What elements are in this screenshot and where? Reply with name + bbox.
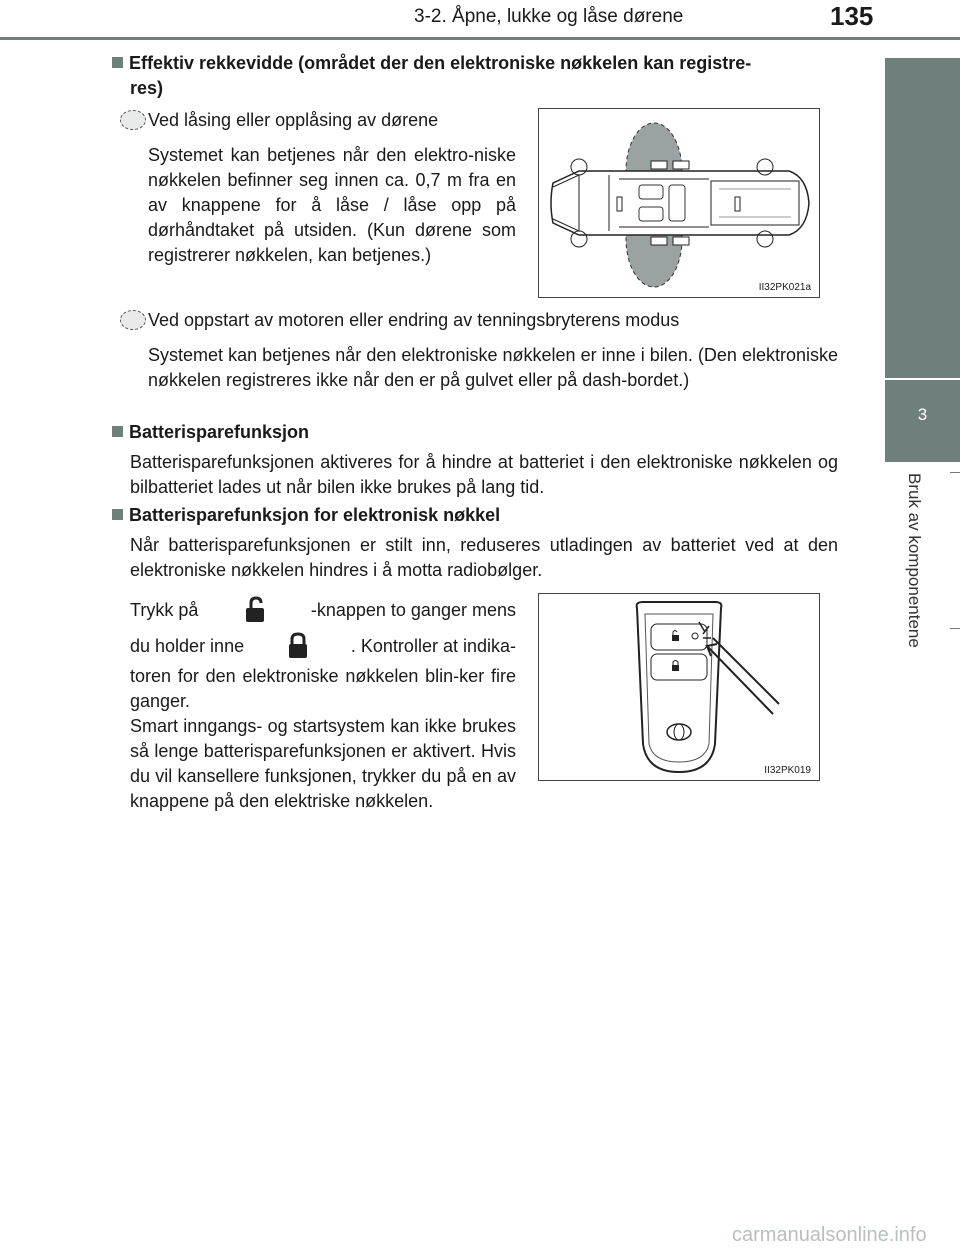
car-range-figure: [538, 108, 820, 298]
key-fob-icon: [539, 594, 819, 780]
side-tick: [950, 472, 960, 473]
chapter-title: Bruk av komponentene: [905, 473, 924, 648]
bullet-square-icon: [112, 509, 123, 520]
side-tab: [885, 58, 960, 378]
page-number: 135: [830, 1, 874, 31]
figure-label: II32PK021a: [758, 282, 811, 293]
side-tick: [950, 628, 960, 629]
figure-label: II32PK019: [764, 765, 811, 776]
engine-start-text: Systemet kan betjenes når den elektroniske nøkkelen er inne i bilen. (Den elektroniske nøkkelen registreres ikke når den er på gulvet eller på dash-bordet.): [148, 345, 838, 390]
car-top-view-icon: [539, 109, 819, 297]
watermark: carmanualsonline.info: [732, 1224, 927, 1246]
key-battery-instructions: Trykk på -knappen to ganger mens du holder inne . Kontroller at indika- toren for den elektroniske nøkkelen blin-ker fire ganger. Smart inngangs- og startsystem kan ikke brukes så lenge batterisparefunksjonen er aktivert. Hvis du vil kansellere funksjonen, trykker du på en av knappene på den elektriske nøkkelen.: [130, 592, 516, 814]
engine-start-subheading: Ved oppstart av motoren eller endring av tenningsbryterens modus: [148, 310, 680, 330]
key-battery-heading: Batterisparefunksjon for elektronisk nøkkel: [112, 503, 500, 528]
step-marker-icon: [120, 310, 146, 330]
unlock-icon: [242, 595, 268, 625]
range-heading: Effektiv rekkevidde (området der den elektroniske nøkkelen kan registre- res): [112, 51, 847, 101]
battery-saving-heading: Batterisparefunksjon: [112, 420, 309, 445]
locking-text: Systemet kan betjenes når den elektro-niske nøkkelen befinner seg innen ca. 0,7 m fra en av knappene for å låse / låse opp på dørhåndtaket på utsiden. (Kun dørene som registrerer nøkkelen, kan betjenes.): [148, 145, 516, 265]
key-fob-figure: [538, 593, 820, 781]
battery-saving-text: Batterisparefunksjonen aktiveres for å hindre at batteriet i den elektroniske nøkkelen og bilbatteriet lades ut når bilen ikke brukes på lang tid.: [130, 452, 838, 497]
section-title: 3-2. Åpne, lukke og låse dørene: [414, 6, 684, 27]
bullet-square-icon: [112, 57, 123, 68]
header-rule: [0, 37, 960, 40]
step-marker-icon: [120, 110, 146, 130]
chapter-number: 3: [885, 380, 960, 462]
bullet-square-icon: [112, 426, 123, 437]
lock-icon: [285, 631, 311, 661]
locking-subheading: Ved låsing eller opplåsing av dørene: [148, 110, 439, 130]
key-battery-text: Når batterisparefunksjonen er stilt inn, reduseres utladingen av batteriet ved at den elektroniske nøkkelen hindres i å motta radiobølger.: [130, 535, 838, 580]
